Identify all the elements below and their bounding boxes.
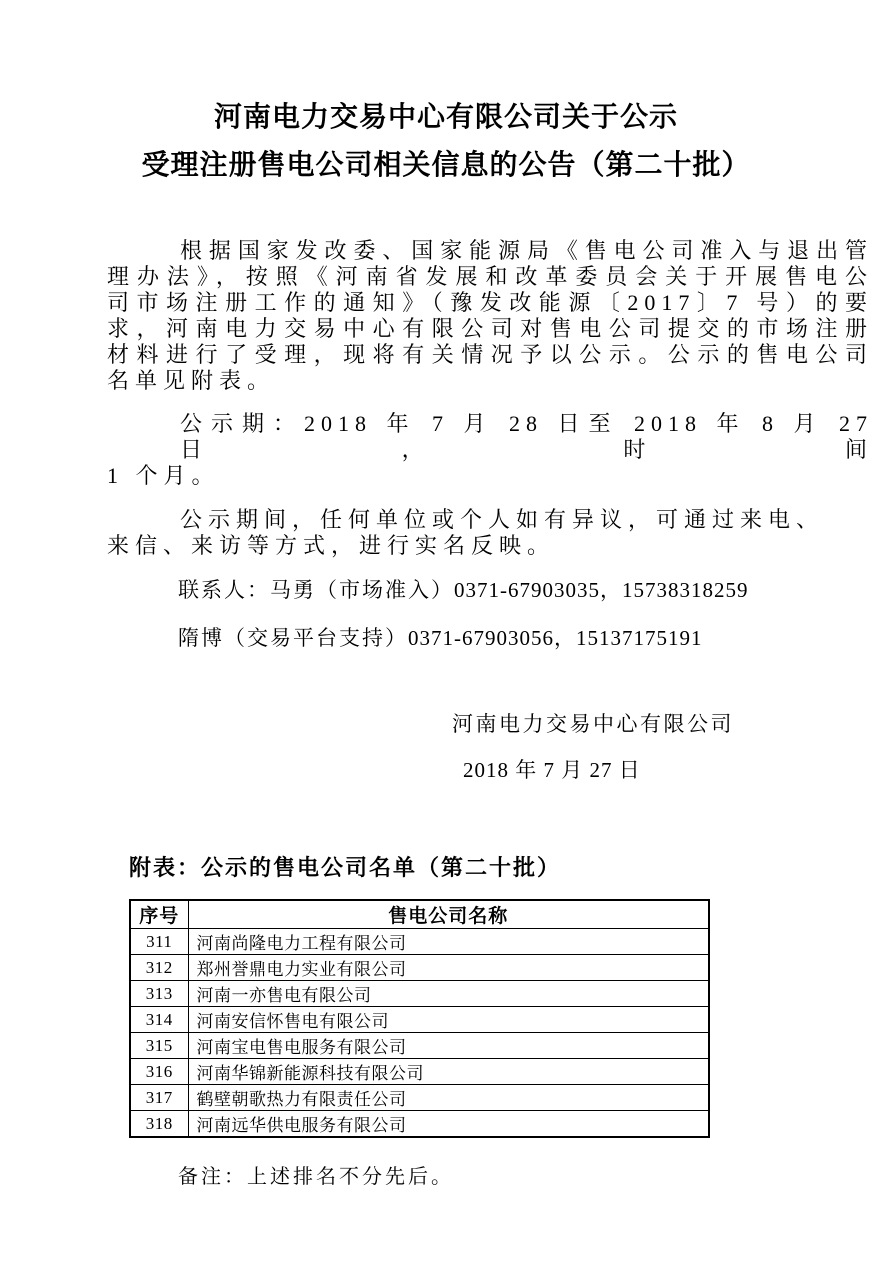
company-name-cell: 河南安信怀售电有限公司: [188, 1007, 709, 1033]
row-number-cell: 318: [130, 1111, 188, 1138]
row-number-cell: 312: [130, 955, 188, 981]
objection-line: 来信、来访等方式，进行实名反映。: [107, 533, 556, 558]
intro-line: 材料进行了受理，现将有关情况予以公示。公示的售电公司: [107, 342, 873, 367]
company-table-body: [130, 929, 709, 1138]
period-line: 1 个月。: [107, 463, 220, 488]
company-table-header: [130, 900, 709, 929]
contact-person: 联系人：马勇（市场准入）: [178, 578, 454, 602]
attachment-heading: 附表：公示的售电公司名单（第二十批）: [129, 855, 562, 880]
signature-company: 河南电力交易中心有限公司: [452, 712, 734, 736]
table-row: [130, 955, 709, 981]
company-name-cell: 河南宝电售电服务有限公司: [188, 1033, 709, 1059]
period-line: 公示期：2018 年 7 月 28 日至 2018 年 8 月 27 日，时间: [180, 411, 873, 462]
contact-person: 隋博（交易平台支持）: [178, 626, 408, 650]
table-row: [130, 1033, 709, 1059]
header-row: [130, 900, 709, 929]
company-name-cell: 鹤壁朝歌热力有限责任公司: [188, 1085, 709, 1111]
row-number-cell: 315: [130, 1033, 188, 1059]
document-title-line2: 受理注册售电公司相关信息的公告（第二十批）: [141, 149, 751, 180]
table-row: [130, 1085, 709, 1111]
intro-paragraph: [107, 238, 873, 394]
header-serial-number: 序号: [130, 900, 188, 929]
publicity-period-paragraph: [107, 411, 873, 489]
intro-line: 名单见附表。: [107, 368, 276, 393]
document-title-line1: 河南电力交易中心有限公司关于公示: [213, 101, 678, 132]
company-name-cell: 河南华锦新能源科技有限公司: [188, 1059, 709, 1085]
document-title: [0, 94, 892, 190]
contact-line-market-access: [178, 577, 892, 603]
row-number-cell: 313: [130, 981, 188, 1007]
row-number-cell: 311: [130, 929, 188, 955]
intro-line: 求，河南电力交易中心有限公司对售电公司提交的市场注册: [107, 316, 873, 341]
contact-phones: 0371-67903056，15137175191: [408, 626, 703, 650]
company-name-cell: 郑州誉鼎电力实业有限公司: [188, 955, 709, 981]
table-row: [130, 981, 709, 1007]
objection-line: 公示期间，任何单位或个人如有异议，可通过来电、: [180, 507, 825, 532]
table-row: [130, 1059, 709, 1085]
company-name-cell: 河南一亦售电有限公司: [188, 981, 709, 1007]
table-row: [130, 929, 709, 955]
company-table: [129, 899, 710, 1138]
company-name-cell: 河南尚隆电力工程有限公司: [188, 929, 709, 955]
company-name-cell: 河南远华供电服务有限公司: [188, 1111, 709, 1138]
intro-line: 司市场注册工作的通知》（豫发改能源〔2017〕7 号）的要: [107, 290, 873, 315]
objection-paragraph: [107, 507, 873, 559]
row-number-cell: 314: [130, 1007, 188, 1033]
contact-phones: 0371-67903035，15738318259: [454, 578, 749, 602]
intro-line: 理办法》，按照《河南省发展和改革委员会关于开展售电公: [107, 264, 873, 289]
table-row: [130, 1111, 709, 1138]
table-row: [130, 1007, 709, 1033]
header-company-name: 售电公司名称: [188, 900, 709, 929]
signature-date: 2018 年 7 月 27 日: [463, 758, 641, 782]
remark-note: 备注：上述排名不分先后。: [178, 1166, 454, 1188]
row-number-cell: 317: [130, 1085, 188, 1111]
intro-line: 根据国家发改委、国家能源局《售电公司准入与退出管: [180, 238, 873, 263]
contact-line-platform-support: [178, 625, 892, 651]
row-number-cell: 316: [130, 1059, 188, 1085]
